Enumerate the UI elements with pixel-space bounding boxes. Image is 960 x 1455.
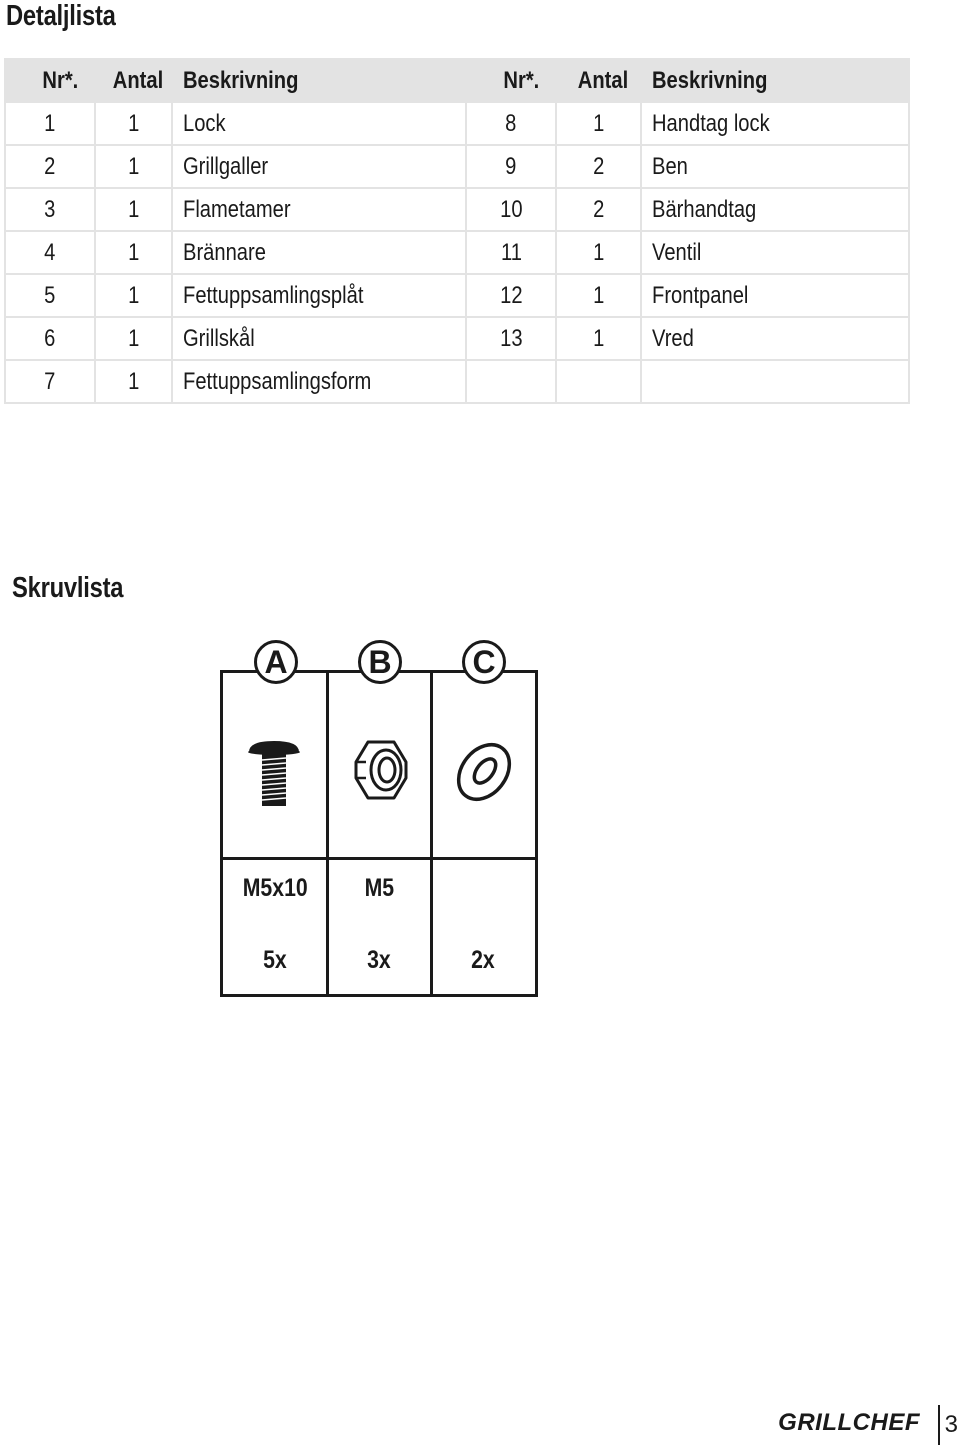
screw-count-c: 2x	[471, 946, 495, 974]
screw-count-b: 3x	[367, 946, 391, 974]
part-beskrivning: Frontpanel	[641, 274, 909, 317]
part-nr: 9	[466, 145, 556, 188]
screw-spec-b: M5	[364, 874, 394, 902]
table-row	[5, 231, 909, 274]
part-antal: 1	[95, 102, 172, 145]
table-row	[5, 102, 909, 145]
brand-logo: GRILLCHEF	[778, 1409, 920, 1436]
screw-icon	[244, 736, 304, 808]
part-antal: 1	[95, 231, 172, 274]
header-antal: Antal	[95, 59, 172, 102]
part-beskrivning: Flametamer	[172, 188, 466, 231]
screw-spec-c	[431, 874, 535, 903]
table-row	[5, 145, 909, 188]
table-row	[5, 317, 909, 360]
letter-badge-a: A	[254, 640, 298, 684]
part-antal	[556, 360, 641, 403]
part-beskrivning: Bärhandtag	[641, 188, 909, 231]
part-nr: 12	[466, 274, 556, 317]
part-nr: 4	[5, 231, 95, 274]
part-nr: 5	[5, 274, 95, 317]
part-nr: 2	[5, 145, 95, 188]
part-antal: 2	[556, 145, 641, 188]
part-antal: 1	[556, 274, 641, 317]
part-antal: 2	[556, 188, 641, 231]
part-antal: 1	[95, 360, 172, 403]
part-beskrivning: Ventil	[641, 231, 909, 274]
parts-table	[4, 58, 910, 404]
table-row	[5, 188, 909, 231]
table-row	[5, 274, 909, 317]
part-nr: 7	[5, 360, 95, 403]
frame-right-line	[535, 670, 538, 997]
part-antal: 1	[556, 102, 641, 145]
header-beskrivning: Beskrivning	[641, 59, 909, 102]
part-nr: 10	[466, 188, 556, 231]
letter-badge-b: B	[358, 640, 402, 684]
part-beskrivning: Grillgaller	[172, 145, 466, 188]
page-footer	[780, 1405, 960, 1445]
section-title-detaljlista: Detaljlista	[6, 0, 116, 32]
part-nr: 6	[5, 317, 95, 360]
part-beskrivning: Lock	[172, 102, 466, 145]
footer-divider	[938, 1405, 940, 1445]
header-nr: Nr*.	[466, 59, 556, 102]
part-beskrivning: Ben	[641, 145, 909, 188]
screw-spec-a: M5x10	[242, 874, 308, 902]
part-beskrivning: Vred	[641, 317, 909, 360]
part-antal: 1	[556, 231, 641, 274]
table-header-row	[5, 59, 909, 102]
part-beskrivning: Grillskål	[172, 317, 466, 360]
part-nr	[466, 360, 556, 403]
part-nr: 11	[466, 231, 556, 274]
header-nr: Nr*.	[5, 59, 95, 102]
part-beskrivning: Handtag lock	[641, 102, 909, 145]
screw-count-a: 5x	[263, 946, 287, 974]
part-nr: 1	[5, 102, 95, 145]
part-beskrivning: Fettuppsamlingsform	[172, 360, 466, 403]
header-antal: Antal	[556, 59, 641, 102]
header-beskrivning: Beskrivning	[172, 59, 466, 102]
letter-badge-c: C	[462, 640, 506, 684]
part-beskrivning	[641, 360, 909, 403]
part-nr: 8	[466, 102, 556, 145]
part-beskrivning: Brännare	[172, 231, 466, 274]
washer-icon	[454, 738, 514, 806]
table-row	[5, 360, 909, 403]
frame-bottom-line	[220, 994, 538, 997]
section-title-skruvlista: Skruvlista	[12, 572, 124, 604]
part-antal: 1	[95, 188, 172, 231]
page-number: 3	[944, 1411, 958, 1438]
part-antal: 1	[95, 317, 172, 360]
part-antal: 1	[95, 274, 172, 317]
hex-nut-icon	[350, 738, 410, 802]
part-nr: 13	[466, 317, 556, 360]
screw-list-diagram	[220, 640, 540, 998]
part-antal: 1	[95, 145, 172, 188]
part-nr: 3	[5, 188, 95, 231]
part-beskrivning: Fettuppsamlingsplåt	[172, 274, 466, 317]
part-antal: 1	[556, 317, 641, 360]
frame-middle-line	[220, 857, 538, 860]
